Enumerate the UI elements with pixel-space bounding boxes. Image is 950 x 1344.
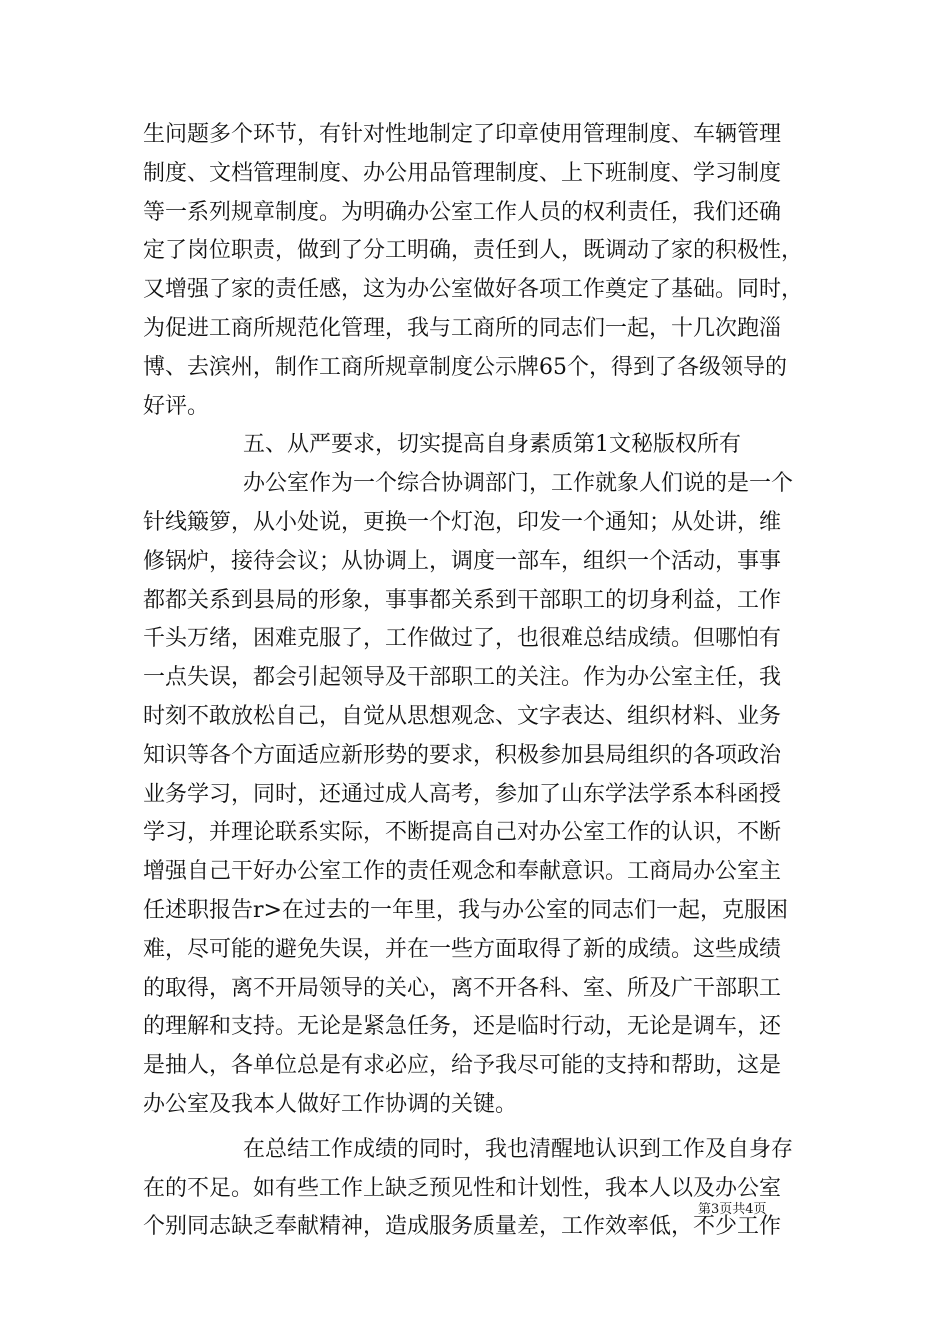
text-line: 知识等各个方面适应新形势的要求，积极参加县局组织的各项政治 (143, 742, 782, 768)
text-line: 修锅炉，接待会议；从协调上，调度一部车，组织一个活动，事事 (143, 548, 782, 574)
text-line: 的取得，离不开局领导的关心，离不开各科、室、所及广干部职工 (143, 975, 782, 1001)
text-line: 难，尽可能的避免失误，并在一些方面取得了新的成绩。这些成绩 (143, 936, 782, 962)
text-line: 学习，并理论联系实际，不断提高自己对办公室工作的认识，不断 (143, 820, 782, 846)
text-line: 又增强了家的责任感，这为办公室做好各项工作奠定了基础。同时， (143, 277, 804, 303)
text-line: 一点失误，都会引起领导及干部职工的关注。作为办公室主任，我 (143, 665, 782, 691)
text-line: 等一系列规章制度。为明确办公室工作人员的权利责任，我们还确 (143, 199, 782, 225)
text-line: 生问题多个环节，有针对性地制定了印章使用管理制度、车辆管理 (143, 122, 782, 147)
text-line: 都都关系到县局的形象，事事都关系到干部职工的切身利益，工作 (143, 587, 782, 613)
text-line: 在总结工作成绩的同时，我也清醒地认识到工作及自身存 (243, 1136, 794, 1162)
text-line: 时刻不敢放松自己，自觉从思想观念、文字表达、组织材料、业务 (143, 703, 782, 729)
text-line: 办公室及我本人做好工作协调的关键。 (143, 1091, 518, 1117)
document-body (143, 116, 823, 1247)
text-line: 针线簸箩，从小处说，更换一个灯泡，印发一个通知；从处讲，维 (143, 509, 782, 535)
text-line: 在的不足。如有些工作上缺乏预见性和计划性，我本人以及办公室 (143, 1175, 782, 1201)
text-line: 为促进工商所规范化管理，我与工商所的同志们一起，十几次跑淄 (143, 315, 782, 341)
text-line: 博、去滨州，制作工商所规章制度公示牌65个，得到了各级领导的 (143, 354, 787, 380)
text-line: 业务学习，同时，还通过成人高考，参加了山东学法学系本科函授 (143, 781, 782, 807)
text-line: 是抽人，各单位总是有求必应，给予我尽可能的支持和帮助，这是 (143, 1053, 782, 1079)
text-line: 制度、文档管理制度、办公用品管理制度、上下班制度、学习制度 (143, 160, 782, 186)
text-line: 增强自己干好办公室工作的责任观念和奉献意识。工商局办公室主 (143, 859, 782, 885)
text-line: 千头万绪，困难克服了，工作做过了，也很难总结成绩。但哪怕有 (143, 626, 782, 652)
section-heading: 五、从严要求，切实提高自身素质第1文秘版权所有 (243, 432, 741, 458)
page-footer: 第3页共4页 (698, 1202, 767, 1217)
text-line: 定了岗位职责，做到了分工明确，责任到人，既调动了家的积极性， (143, 238, 804, 264)
text-line: 任述职报告r>在过去的一年里，我与办公室的同志们一起，克服困 (143, 897, 788, 923)
text-line: 的理解和支持。无论是紧急任务，还是临时行动，无论是调车，还 (143, 1014, 782, 1040)
text-line: 办公室作为一个综合协调部门，工作就象人们说的是一个 (243, 471, 794, 497)
text-line: 个别同志缺乏奉献精神，造成服务质量差，工作效率低，不少工作 (143, 1214, 782, 1240)
text-line: 好评。 (143, 393, 210, 419)
